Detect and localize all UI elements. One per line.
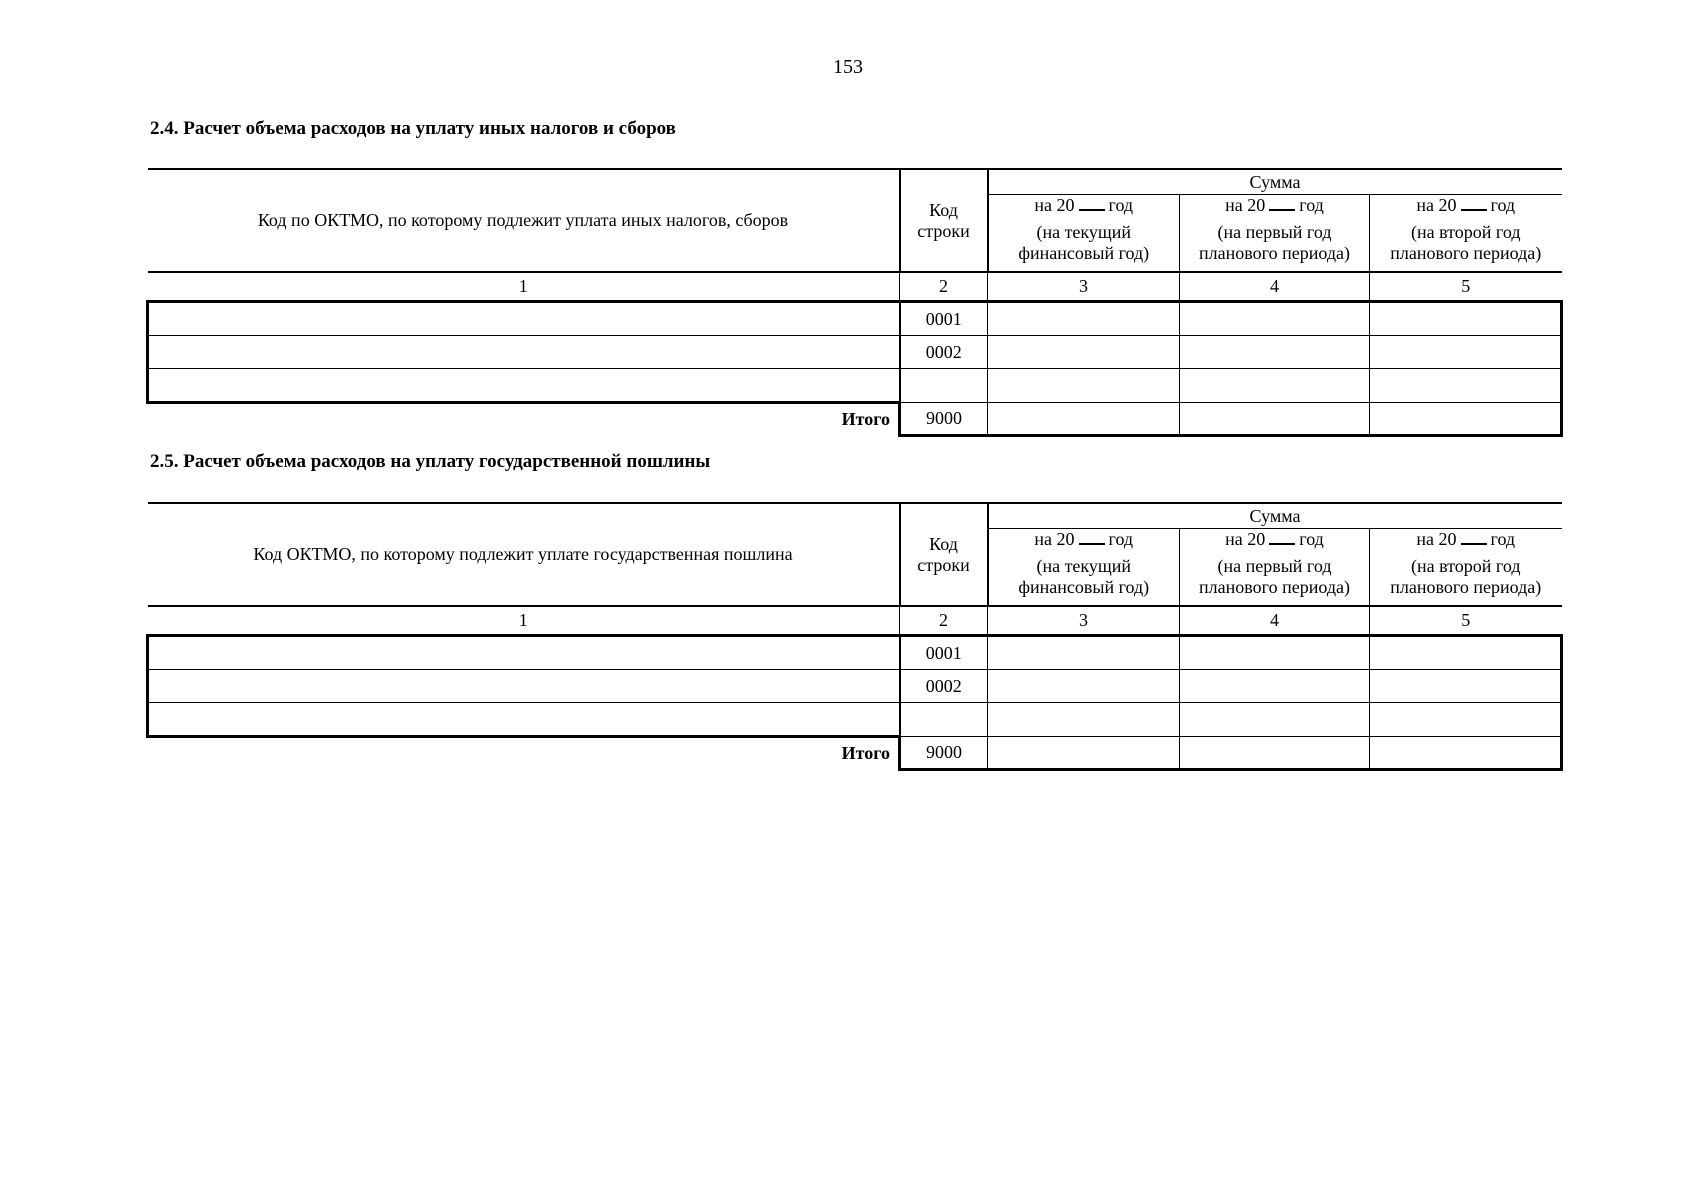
year-blank[interactable] <box>1461 195 1487 211</box>
total-row <box>148 403 1562 436</box>
row-code: 0001 <box>900 302 988 336</box>
table-row <box>148 670 1562 703</box>
total-code: 9000 <box>900 737 988 770</box>
column-number: 4 <box>1180 272 1370 302</box>
year-prefix: на 20 <box>1416 195 1457 215</box>
amount-cell[interactable] <box>1370 636 1562 670</box>
year-desc-line1: (на второй год <box>1410 222 1521 242</box>
amount-cell[interactable] <box>1180 636 1370 670</box>
year-suffix: год <box>1108 529 1134 549</box>
row-code-header-line2: строки <box>917 554 970 575</box>
section-title: 2.4. Расчет объема расходов на уплату иных налогов и сборов <box>150 118 676 139</box>
year-suffix: год <box>1108 195 1134 215</box>
amount-cell[interactable] <box>988 636 1180 670</box>
column-number: 1 <box>148 272 900 302</box>
amount-cell[interactable] <box>1370 670 1562 703</box>
row-code <box>900 369 988 403</box>
total-label: Итого <box>841 409 890 430</box>
year-desc-line1: (на второй год <box>1410 556 1521 576</box>
row-code-column-header <box>900 503 988 606</box>
row-code-header-line1: Код <box>929 199 958 220</box>
oktmo-input-cell[interactable] <box>148 369 900 403</box>
table-row <box>148 636 1562 670</box>
year-desc-line2: планового периода) <box>1390 577 1542 597</box>
row-code: 0001 <box>900 636 988 670</box>
year-column-header <box>1370 529 1562 607</box>
oktmo-input-cell[interactable] <box>148 636 900 670</box>
column-number: 3 <box>988 606 1180 636</box>
total-amount-cell[interactable] <box>1180 737 1370 770</box>
page-number: 153 <box>833 56 863 78</box>
table-row <box>148 369 1562 403</box>
table-row <box>148 336 1562 369</box>
section-title: 2.5. Расчет объема расходов на уплату государственной пошлины <box>150 451 711 472</box>
taxes-table <box>146 168 1563 437</box>
amount-cell[interactable] <box>988 670 1180 703</box>
year-column-header <box>988 195 1180 273</box>
year-desc-line1: (на первый год <box>1217 222 1332 242</box>
year-column-header <box>1180 529 1370 607</box>
amount-cell[interactable] <box>1370 302 1562 336</box>
year-desc-line2: финансовый год) <box>1018 577 1150 597</box>
oktmo-input-cell[interactable] <box>148 670 900 703</box>
state-duty-table <box>146 502 1563 771</box>
amount-cell[interactable] <box>988 302 1180 336</box>
year-desc-line1: (на текущий <box>1036 222 1132 242</box>
year-blank[interactable] <box>1269 529 1295 545</box>
year-prefix: на 20 <box>1225 529 1266 549</box>
oktmo-column-header: Код по ОКТМО, по которому подлежит уплата иных налогов, сборов <box>148 169 900 272</box>
column-number: 2 <box>900 606 988 636</box>
year-blank[interactable] <box>1079 195 1105 211</box>
amount-cell[interactable] <box>1180 670 1370 703</box>
year-column-header <box>1180 195 1370 273</box>
amount-cell[interactable] <box>1370 703 1562 737</box>
amount-cell[interactable] <box>988 336 1180 369</box>
year-prefix: на 20 <box>1034 195 1075 215</box>
row-code <box>900 703 988 737</box>
year-desc-line1: (на текущий <box>1036 556 1132 576</box>
sum-header: Сумма <box>988 169 1562 195</box>
column-number: 1 <box>148 606 900 636</box>
year-prefix: на 20 <box>1034 529 1075 549</box>
table-row <box>148 302 1562 336</box>
year-suffix: год <box>1299 529 1324 549</box>
amount-cell[interactable] <box>988 369 1180 403</box>
year-blank[interactable] <box>1079 529 1105 545</box>
total-row <box>148 737 1562 770</box>
year-column-header <box>1370 195 1562 273</box>
year-suffix: год <box>1490 195 1516 215</box>
year-desc-line1: (на первый год <box>1217 556 1332 576</box>
year-desc-line2: планового периода) <box>1199 577 1350 597</box>
year-suffix: год <box>1490 529 1516 549</box>
year-desc-line2: планового периода) <box>1199 243 1350 263</box>
total-amount-cell[interactable] <box>1180 403 1370 436</box>
row-code-header-line1: Код <box>929 533 958 554</box>
total-code: 9000 <box>900 403 988 436</box>
oktmo-input-cell[interactable] <box>148 302 900 336</box>
row-code-column-header <box>900 169 988 272</box>
total-amount-cell[interactable] <box>1370 403 1562 436</box>
amount-cell[interactable] <box>1370 336 1562 369</box>
row-code-header-line2: строки <box>917 220 970 241</box>
year-prefix: на 20 <box>1225 195 1266 215</box>
total-amount-cell[interactable] <box>988 737 1180 770</box>
amount-cell[interactable] <box>1370 369 1562 403</box>
column-number: 5 <box>1370 606 1562 636</box>
total-label: Итого <box>841 743 890 764</box>
row-code: 0002 <box>900 670 988 703</box>
oktmo-column-header: Код ОКТМО, по которому подлежит уплате государственная пошлина <box>148 503 900 606</box>
year-prefix: на 20 <box>1416 529 1457 549</box>
oktmo-input-cell[interactable] <box>148 336 900 369</box>
column-number: 4 <box>1180 606 1370 636</box>
column-number: 2 <box>900 272 988 302</box>
year-desc-line2: финансовый год) <box>1018 243 1150 263</box>
column-number: 3 <box>988 272 1180 302</box>
oktmo-input-cell[interactable] <box>148 703 900 737</box>
column-number: 5 <box>1370 272 1562 302</box>
amount-cell[interactable] <box>1180 336 1370 369</box>
row-code: 0002 <box>900 336 988 369</box>
year-desc-line2: планового периода) <box>1390 243 1542 263</box>
year-blank[interactable] <box>1461 529 1487 545</box>
amount-cell[interactable] <box>988 703 1180 737</box>
total-amount-cell[interactable] <box>1370 737 1562 770</box>
amount-cell[interactable] <box>1180 369 1370 403</box>
year-suffix: год <box>1299 195 1324 215</box>
total-amount-cell[interactable] <box>988 403 1180 436</box>
amount-cell[interactable] <box>1180 703 1370 737</box>
amount-cell[interactable] <box>1180 302 1370 336</box>
year-column-header <box>988 529 1180 607</box>
sum-header: Сумма <box>988 503 1562 529</box>
year-blank[interactable] <box>1269 195 1295 211</box>
table-row <box>148 703 1562 737</box>
